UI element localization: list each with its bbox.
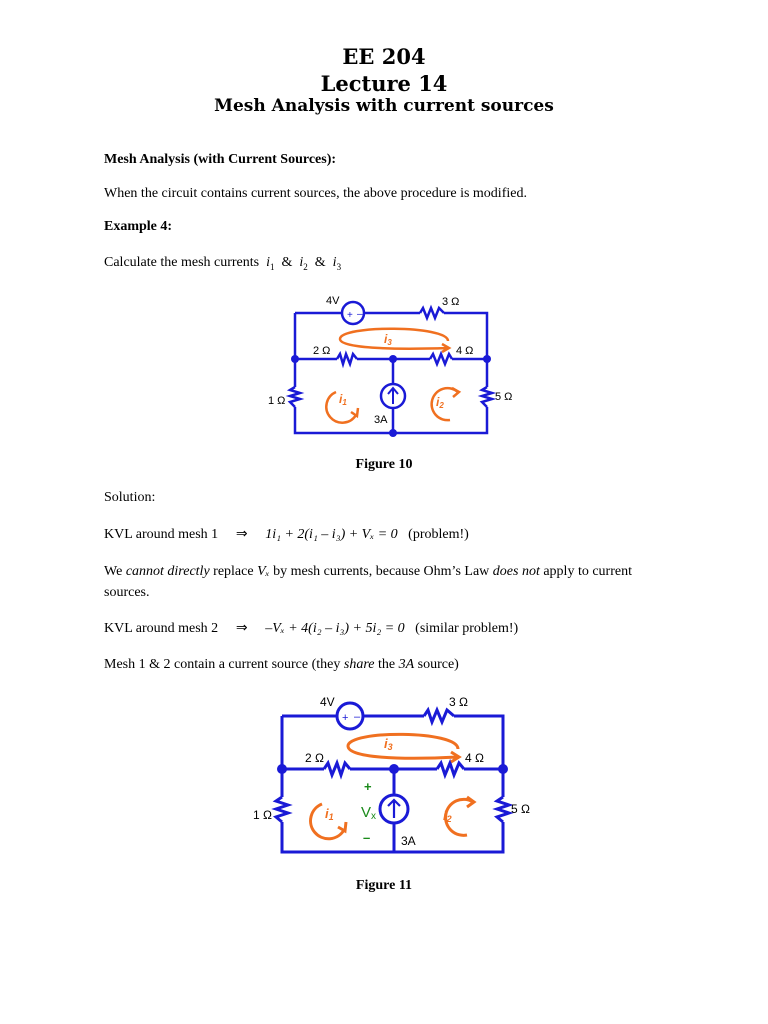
label-i1: i1 bbox=[325, 806, 334, 822]
task-statement: Calculate the mesh currents $i_1$ & $i_2$ & $i_3$ bbox=[104, 255, 342, 272]
example-heading: Example 4: bbox=[104, 219, 173, 234]
lecture-number: Lecture 14 bbox=[320, 71, 448, 96]
label-4-ohm: 4 Ω bbox=[465, 751, 484, 765]
resistor-2-ohm bbox=[324, 763, 350, 775]
vx-minus-sign: – bbox=[363, 830, 371, 845]
kvl-mesh-1-equation: 1i₁ + 2(i₁ – i₃) + Vₓ = 0 bbox=[265, 527, 398, 542]
figure-11-caption: Figure 11 bbox=[355, 878, 413, 893]
course-code: EE 204 bbox=[342, 44, 426, 69]
source-minus-sign: – bbox=[357, 309, 363, 320]
solution-label: Solution: bbox=[104, 490, 156, 505]
label-2-ohm: 2 Ω bbox=[313, 345, 331, 357]
source-plus-sign: + bbox=[342, 712, 349, 724]
mesh-arrow-i3 bbox=[348, 734, 459, 762]
label-3-ohm: 3 Ω bbox=[449, 695, 468, 709]
implies-arrow: ⇒ bbox=[235, 620, 248, 636]
node-center bbox=[389, 764, 399, 774]
shared-source-statement: Mesh 1 & 2 contain a current source (they share the 3A source) bbox=[104, 657, 459, 672]
node-left bbox=[277, 764, 287, 774]
label-1-ohm: 1 Ω bbox=[253, 808, 272, 822]
label-2-ohm: 2 Ω bbox=[305, 751, 324, 765]
label-i3: i3 bbox=[384, 736, 393, 752]
resistor-5-ohm bbox=[497, 797, 509, 822]
label-3a: 3A bbox=[401, 834, 416, 848]
vx-plus-sign: + bbox=[364, 779, 372, 794]
label-4-ohm: 4 Ω bbox=[456, 345, 474, 357]
label-5-ohm: 5 Ω bbox=[495, 391, 513, 403]
source-plus-sign: + bbox=[347, 310, 353, 321]
label-vx: Vx bbox=[361, 804, 377, 822]
implies-arrow: ⇒ bbox=[235, 526, 248, 542]
remark-line-1: We cannot directly replace Vₓ by mesh currents, because Ohm’s Law does not apply to current bbox=[104, 564, 632, 579]
label-3a: 3A bbox=[374, 414, 388, 426]
label-i2: i2 bbox=[436, 395, 444, 410]
label-1-ohm: 1 Ω bbox=[268, 395, 286, 407]
lecture-topic: Mesh Analysis with current sources bbox=[214, 96, 554, 116]
label-4v: 4V bbox=[320, 695, 335, 709]
label-i1: i1 bbox=[339, 392, 347, 407]
node-right bbox=[498, 764, 508, 774]
label-i2: i2 bbox=[443, 808, 452, 824]
resistor-3-ohm bbox=[424, 710, 454, 722]
remark-line-2: sources. bbox=[104, 585, 150, 600]
kvl-mesh-2-line: KVL around mesh 2 ⇒ –Vₓ + 4(i₂ – i₃) + 5i₂ = 0 (similar problem!) bbox=[104, 620, 519, 636]
label-3-ohm: 3 Ω bbox=[442, 296, 460, 308]
resistor-1-ohm bbox=[276, 797, 288, 822]
label-i3: i3 bbox=[384, 332, 392, 347]
label-5-ohm: 5 Ω bbox=[511, 802, 530, 816]
resistor-4-ohm bbox=[437, 763, 464, 775]
section-heading: Mesh Analysis (with Current Sources): bbox=[104, 152, 337, 167]
kvl-mesh-2-equation: –Vₓ + 4(i₂ – i₃) + 5i₂ = 0 bbox=[265, 621, 405, 636]
intro-paragraph: When the circuit contains current sources, the above procedure is modified. bbox=[104, 186, 527, 201]
kvl-mesh-1-line: KVL around mesh 1 ⇒ 1i₁ + 2(i₁ – i₃) + Vₓ = 0 (problem!) bbox=[104, 526, 469, 542]
label-4v: 4V bbox=[326, 295, 340, 307]
source-minus-sign: – bbox=[354, 711, 361, 723]
figure-10-caption: Figure 10 bbox=[355, 457, 413, 472]
